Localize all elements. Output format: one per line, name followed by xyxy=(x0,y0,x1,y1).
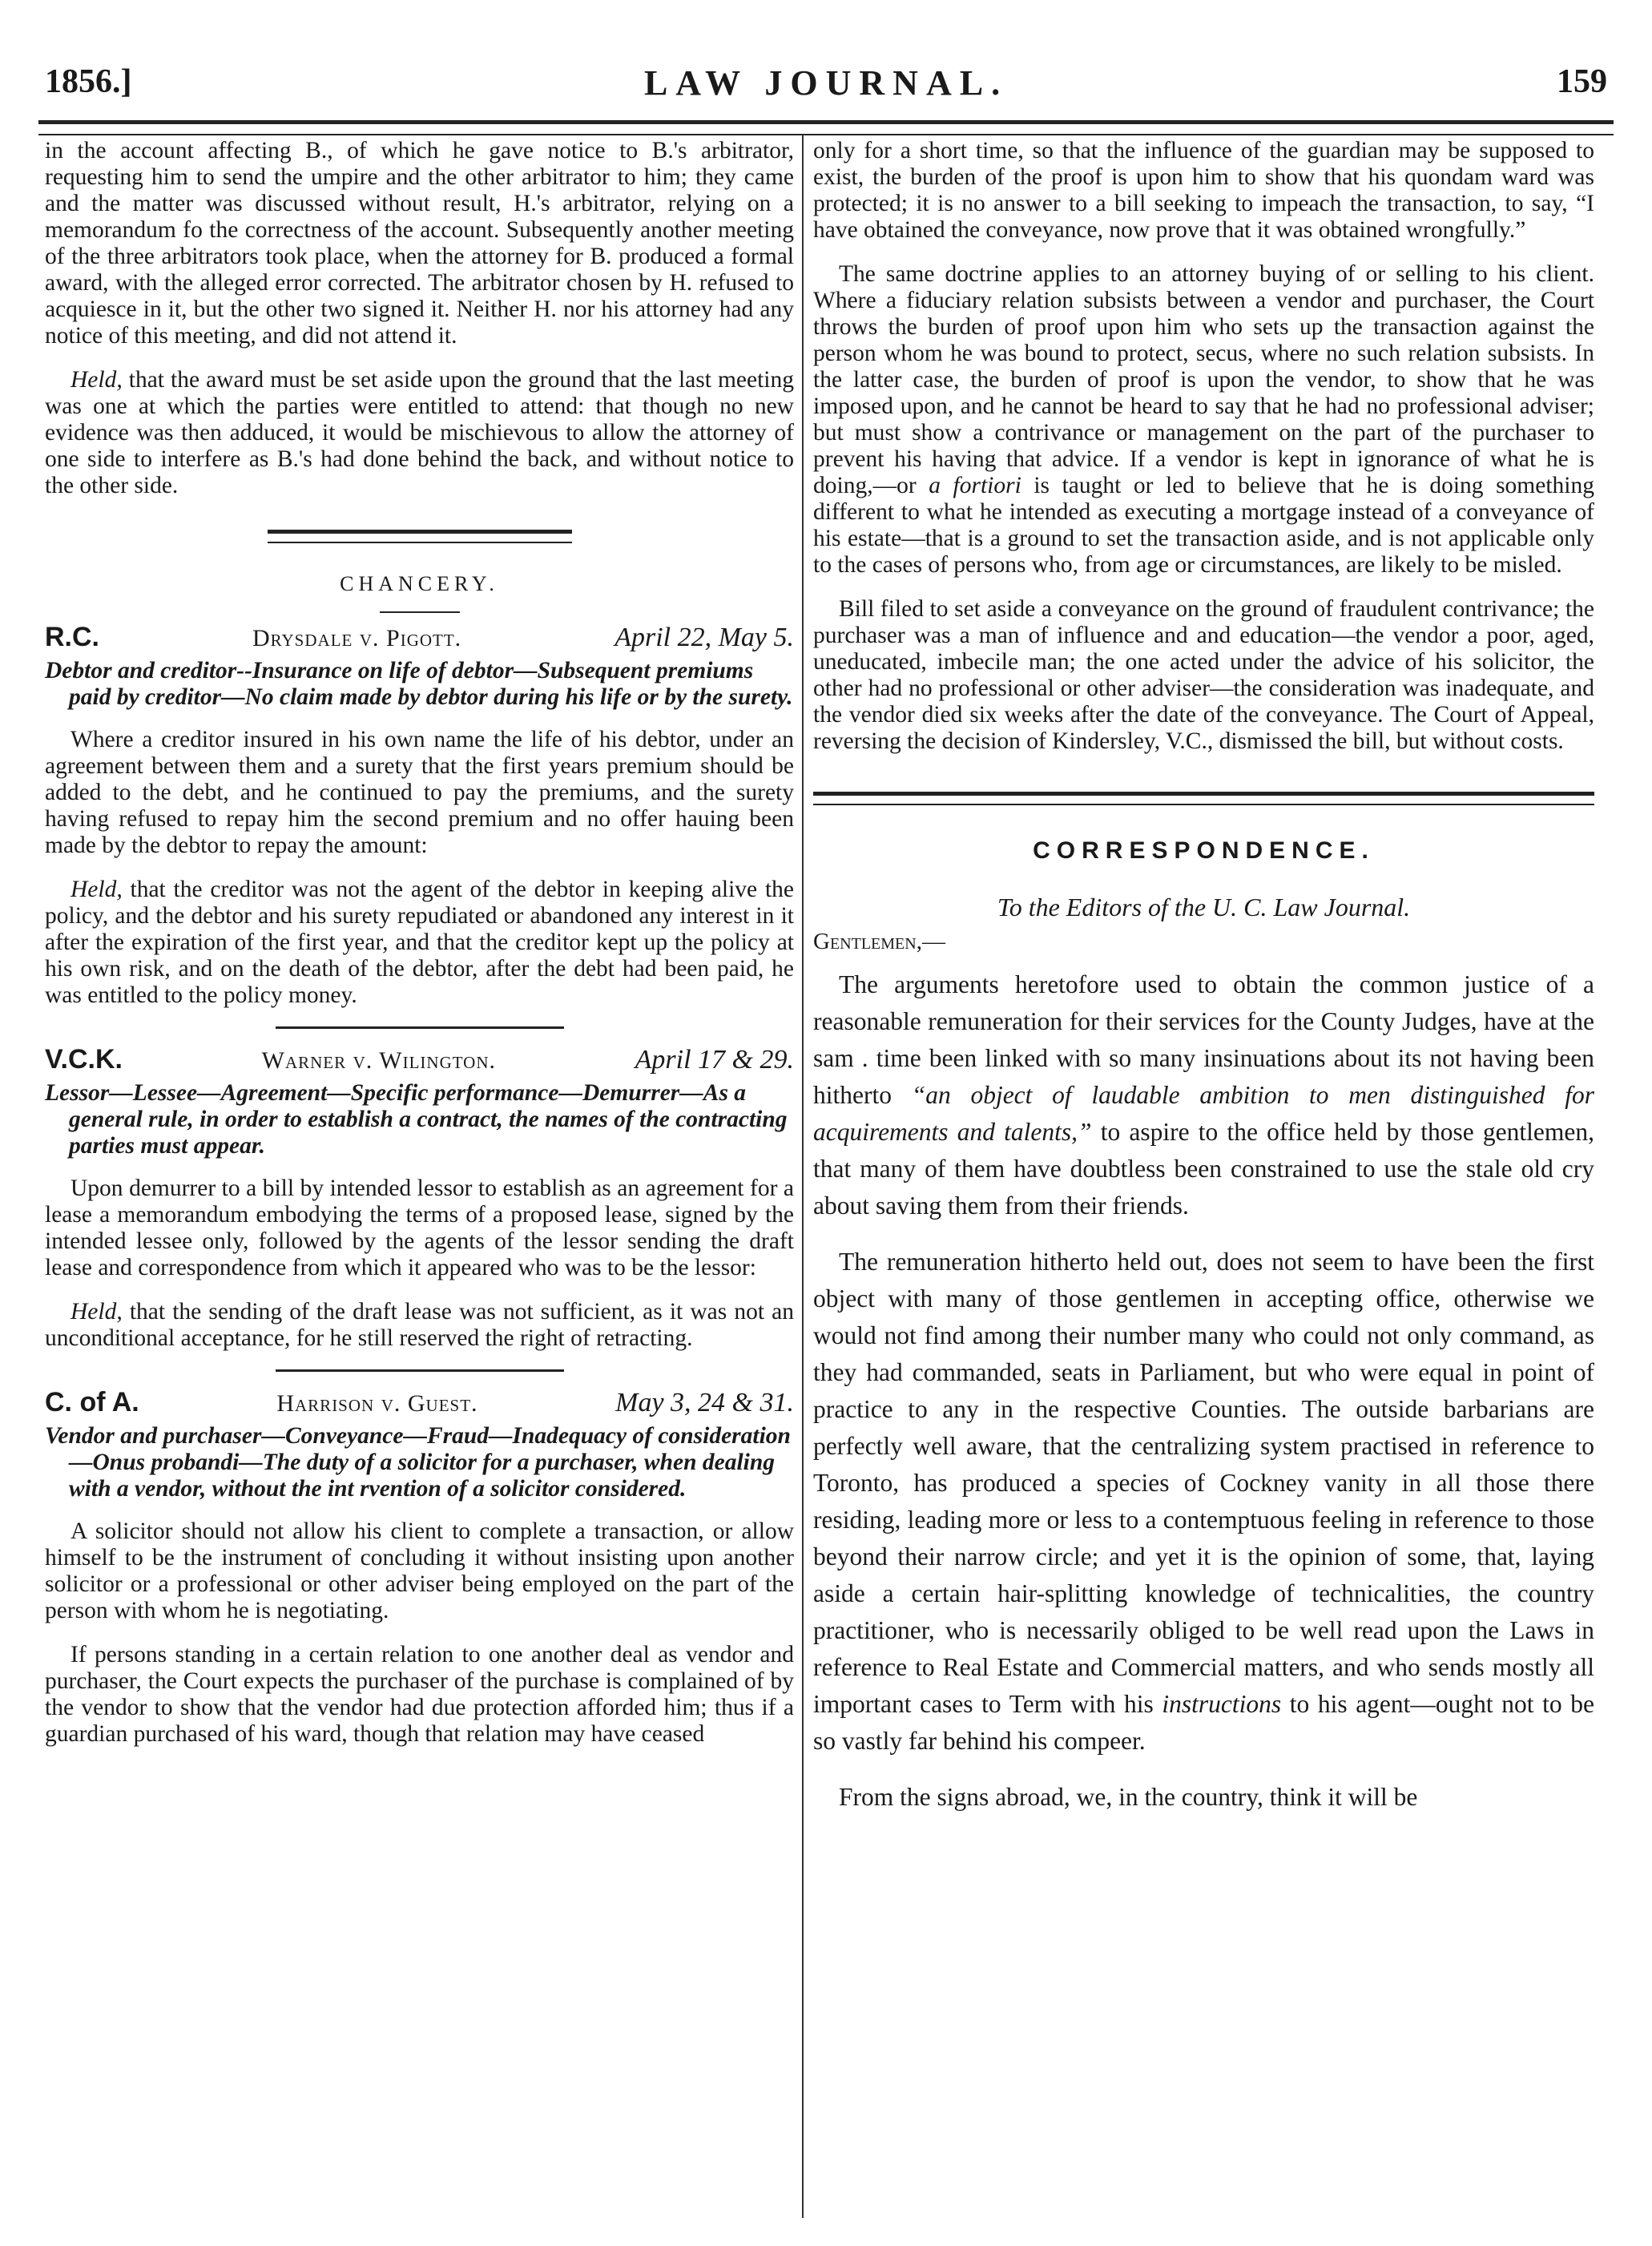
doctrine-text-cont: is taught or led to believe that he is doing something different to what he intended as executing a mortgage instead of a conveyance of his estate—that is a ground to set the transaction aside, and is not applicable only to the cases of persons who, from age or circumstances, are likely to be misled. xyxy=(813,473,1594,578)
case-facts: Upon demurrer to a bill by intended lessor to establish as an agreement for a lease a memorandum embodying the terms of a proposed lease, signed by the intended lessee only, followed by the agents of the lessor sending the draft lease and correspondence from which it appeared who was to be the lessor: xyxy=(45,1175,794,1280)
letter-address: To the Editors of the U. C. Law Journal. xyxy=(997,893,1411,921)
court-label: R.C. xyxy=(45,622,99,652)
correspondence-heading: CORRESPONDENCE. xyxy=(1033,837,1375,864)
continued-paragraph: only for a short time, so that the influence of the guardian may be supposed to exist, the burden of the proof is upon him to show that his quondam ward was protected; it is no answer to a bill seeking to impeach the transaction, to say, “I have obtained the conveyance, now prove that it was obtained wrongfully.” xyxy=(813,138,1594,243)
letter-text: The remuneration hitherto held out, does not seem to have been the first object with many of those gentlemen in accepting office, otherwise we would not find among their number many who could not only command, as they had commanded, seats in Parliament, but who were equal in point of practice to any in the respective Counties. The outside barbarians are perfectly well aware, that the centralizing system practised in reference to Toronto, has produced a species of Cockney vanity in all those there residing, leading more or less to a contemptuous feeling in reference to those beyond their narrow circle; and yet it is the opinion of some, that, laying aside a certain hair-splitting knowledge of technicalities, the country practitioner, who is necessarily obliged to be well read upon the Laws in reference to Real Estate and Commercial matters, and who sends mostly all important cases to Term with his xyxy=(813,1248,1594,1718)
case-headnote: Vendor and purchaser—Conveyance—Fraud—Inadequacy of consideration—Onus probandi—The duty of a solicitor for a purchaser, when dealing with a vendor, without the int rvention of a solicitor considered. xyxy=(45,1423,791,1502)
case-drysdale xyxy=(45,624,794,1009)
case-parties: Harrison v. Guest. xyxy=(276,1390,478,1417)
case-title-line xyxy=(45,1046,794,1074)
court-label: V.C.K. xyxy=(45,1044,123,1075)
case-parties: Drysdale v. Pigott. xyxy=(252,625,462,651)
continued-paragraph: in the account affecting B., of which he gave notice to B.'s arbitrator, requesting him to send the umpire and the other arbitrator to him; they came and the matter was discussed without result, H.'s arbitrator, relying on a memorandum fo the correctness of the account. Subsequently another meeting of the three arbitrators took place, when the attorney for B. produced a formal award, with the alleged error corrected. The arbitrator chosen by H. refused to acquiesce in it, but the other two signed it. Neither H. nor his attorney had any notice of this meeting, and did not attend it. xyxy=(45,138,794,349)
letter-text-cont: to his agent—ought not to be so vastly far behind his compeer. xyxy=(813,1690,1594,1755)
held-label: Held, xyxy=(71,1299,123,1325)
case-paragraph: If persons standing in a certain relation to one another deal as vendor and purchaser, the Court expects the purchaser of the purchase is complained of by the vendor to show that the vendor had due protection afforded him; thus if a guardian purchased of his ward, though that relation may have ceased xyxy=(45,1642,794,1747)
held-paragraph xyxy=(45,367,794,499)
journal-title: LAW JOURNAL. xyxy=(643,63,1009,103)
instructions-term: instructions xyxy=(1162,1690,1282,1718)
letter-text-cont: to aspire to the office held by those gentlemen, that many of them have doubtless been constrained to use the stale old cry about saving them from their friends. xyxy=(813,1118,1595,1220)
letter-paragraph xyxy=(813,1244,1594,1760)
letter-quote: “an object of laudable ambition to men distinguished for acquirements and talents,” xyxy=(813,1081,1594,1146)
letter-paragraph xyxy=(813,966,1594,1224)
case-headnote: Debtor and creditor--Insurance on life of debtor—Subsequent premiums paid by creditor—No claim made by debtor during his life or by the surety. xyxy=(45,658,793,710)
letter-body xyxy=(813,966,1594,1816)
case-title-line xyxy=(45,624,794,651)
court-label: C. of A. xyxy=(45,1387,139,1417)
letter-paragraph: From the signs abroad, we, in the country, think it will be xyxy=(839,1783,1418,1811)
column-divider xyxy=(802,135,804,2218)
section-rule xyxy=(268,530,572,543)
running-header xyxy=(38,63,1614,111)
held-text: that the sending of the draft lease was not sufficient, as it was not an unconditional acceptance, for he still reserved the right of retracting. xyxy=(45,1299,794,1351)
section-rule xyxy=(813,792,1594,805)
case-held xyxy=(45,1299,794,1352)
case-dates: April 17 & 29. xyxy=(635,1045,794,1075)
right-column xyxy=(813,138,1594,1835)
doctrine-paragraph xyxy=(813,261,1594,579)
heading-rule xyxy=(380,611,460,613)
case-headnote: Lessor—Lessee—Agreement—Specific performance—Demurrer—As a general rule, in order to establish a contract, the names of the contracting parties must appear. xyxy=(45,1080,788,1159)
held-label: Held, xyxy=(71,367,123,393)
case-facts: Where a creditor insured in his own name the life of his debtor, under an agreement between them and a surety that the first years premium should be added to the debt, and he continued to pay the premiums, and the surety having refused to repay him the second premium and no offer hauing been made by the debtor to repay the amount: xyxy=(45,727,794,858)
case-dates: May 3, 24 & 31. xyxy=(615,1388,794,1417)
chancery-heading: CHANCERY. xyxy=(340,572,499,595)
case-warner xyxy=(45,1046,794,1352)
case-held xyxy=(45,877,794,1009)
letter-salutation: Gentlemen,— xyxy=(813,929,945,954)
header-rule xyxy=(38,120,1614,135)
case-parties: Warner v. Wilington. xyxy=(261,1047,497,1074)
case-separator xyxy=(276,1026,564,1029)
case-dates: April 22, May 5. xyxy=(614,623,794,652)
fortiori-term: a fortiori xyxy=(929,473,1021,498)
case-paragraph: A solicitor should not allow his client to complete a transaction, or allow himself to be the instrument of concluding it without insisting upon another solicitor or a professional or other adviser being employed on the part of the person with whom he is negotiating. xyxy=(45,1518,794,1623)
case-separator xyxy=(276,1369,564,1372)
header-year: 1856.] xyxy=(45,63,132,100)
letter-text: The arguments heretofore used to obtain the common justice of a reasonable remuneration for their services for the County Judges, have at the sam . time been linked with so many insinuations about its not having been hitherto xyxy=(813,970,1594,1109)
doctrine-text: The same doctrine applies to an attorney buying of or selling to his client. Where a fiduciary relation subsists between a vendor and purchaser, the Court throws the burden of proof upon him who sets up the transaction against the person whom he was bound to protect, secus, where no such relation subsists. In the latter case, the burden of proof is upon the vendor, to show that he was imposed upon, and he cannot be heard to say that he had no professional adviser; but must show a contrivance or management on the part of the purchaser to prevent his having that advice. If a vendor is kept in ignorance of what he is doing,—or xyxy=(813,261,1594,498)
held-text: that the award must be set aside upon the ground that the last meeting was one at which the parties were entitled to attend: that though no new evidence was then adduced, it would be mischievous to allow the attorney of one side to interfere as B.'s had done behind the back, and without notice to the other side. xyxy=(45,367,794,498)
left-column xyxy=(45,138,794,1765)
bill-paragraph: Bill filed to set aside a conveyance on the ground of fraudulent contrivance; the purchaser was a man of influence and and education—the vendor a poor, aged, uneducated, imbecile man; the one acted under the advice of his solicitor, the other had no professional or other adviser—the consideration was inadequate, and the vendor died six weeks after the date of the conveyance. The Court of Appeal, reversing the decision of Kindersley, V.C., dismissed the bill, but without costs. xyxy=(813,596,1594,754)
case-harrison xyxy=(45,1389,794,1748)
page-number: 159 xyxy=(1557,63,1607,100)
case-title-line xyxy=(45,1389,794,1417)
held-label: Held, xyxy=(71,877,123,902)
held-text: that the creditor was not the agent of the debtor in keeping alive the policy, and the debtor and his surety repudiated or abandoned any interest in it after the expiration of the first year, and that the creditor kept up the policy at his own risk, and on the death of the debtor, after the debt had been paid, he was entitled to the policy money. xyxy=(45,877,794,1008)
